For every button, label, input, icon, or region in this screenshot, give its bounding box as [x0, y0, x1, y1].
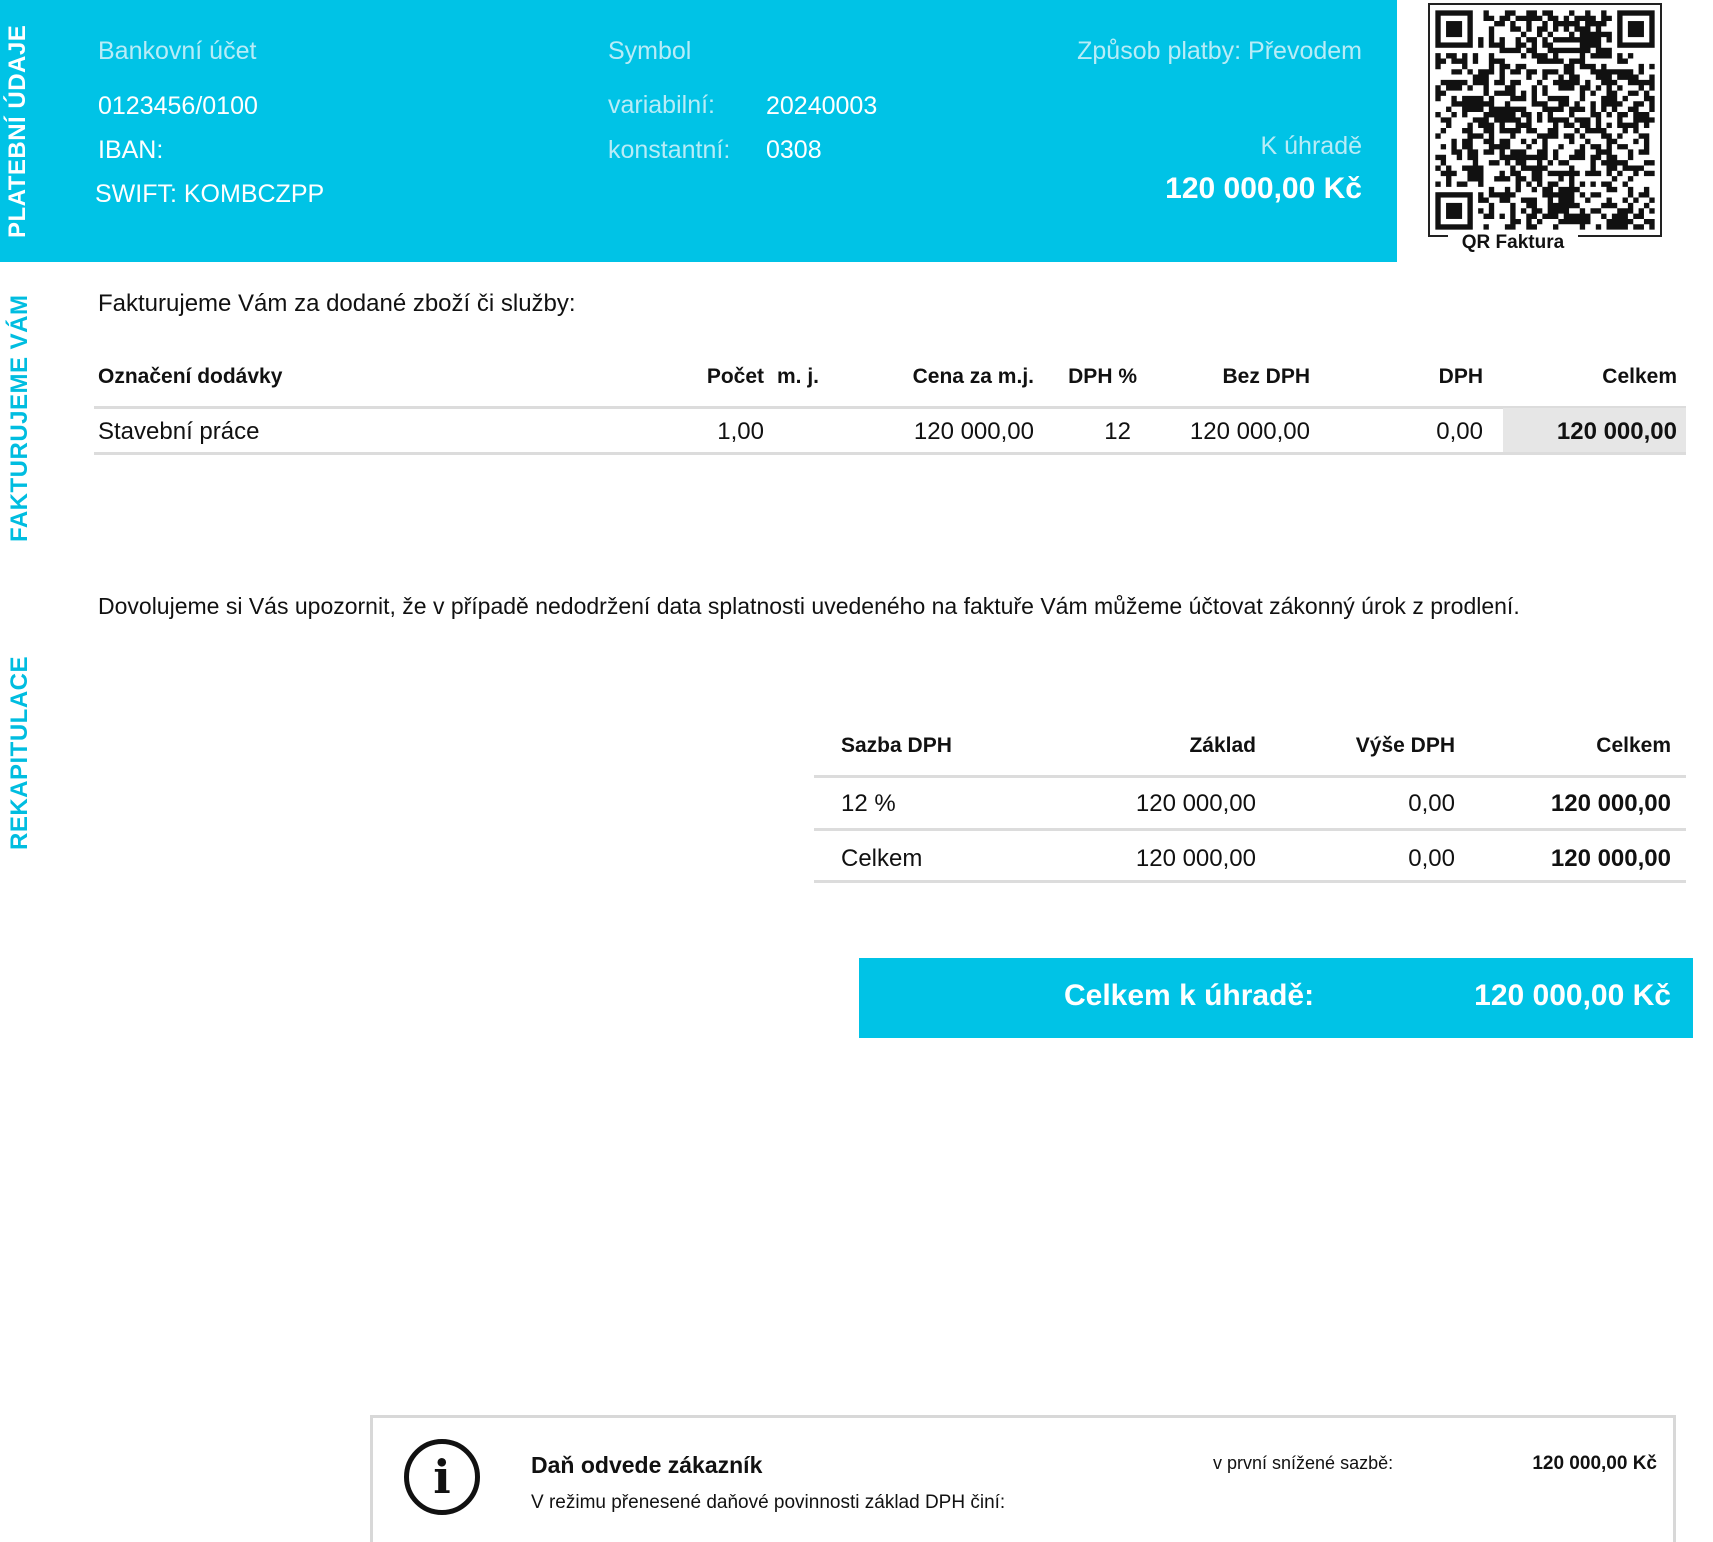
summary-col-rate: Sazba DPH — [841, 734, 952, 757]
summary-section-label: REKAPITULACE — [6, 655, 33, 850]
table-row-divider — [94, 452, 1686, 455]
item-name: Stavební práce — [98, 418, 260, 445]
summary-total: 120 000,00 — [1550, 790, 1671, 817]
qr-code-icon — [1430, 5, 1660, 235]
summary-rate: 12 % — [841, 790, 896, 817]
reverse-charge-text: V režimu přenesené daňové povinnosti základ DPH činí: — [531, 1492, 1006, 1513]
col-item: Označení dodávky — [98, 365, 283, 388]
symbol-label: Symbol — [608, 37, 692, 65]
summary-col-base: Základ — [1189, 734, 1256, 757]
summary-rate: Celkem — [841, 845, 923, 872]
col-vat: DPH — [1438, 365, 1483, 388]
info-icon: i — [404, 1439, 480, 1515]
col-unit-price: Cena za m.j. — [912, 365, 1034, 388]
variable-symbol-label: variabilní: — [608, 91, 715, 119]
item-net: 120 000,00 — [1189, 418, 1310, 445]
item-unit-price: 120 000,00 — [913, 418, 1034, 445]
swift-code: SWIFT: KOMBCZPP — [95, 180, 325, 208]
variable-symbol-value: 20240003 — [766, 92, 878, 120]
col-qty: Počet — [706, 365, 764, 388]
col-vat-pct: DPH % — [1068, 365, 1137, 388]
constant-symbol-value: 0308 — [766, 136, 822, 164]
invoice-section-label: FAKTURUJEME VÁM — [6, 294, 33, 542]
reverse-charge-notice — [370, 1415, 1676, 1542]
summary-vat: 0,00 — [1408, 845, 1455, 872]
summary-base: 120 000,00 — [1135, 845, 1256, 872]
payment-info-band — [0, 0, 1397, 262]
total-due-value: 120 000,00 Kč — [1474, 979, 1671, 1012]
payment-section-label: PLATEBNÍ ÚDAJE — [4, 24, 31, 238]
reverse-charge-title: Daň odvede zákazník — [531, 1452, 763, 1478]
amount-due-label: K úhradě — [1260, 132, 1362, 160]
col-total: Celkem — [1602, 365, 1677, 388]
summary-header-divider — [814, 775, 1686, 778]
payment-method: Způsob platby: Převodem — [1077, 37, 1362, 65]
summary-col-vat: Výše DPH — [1355, 734, 1455, 757]
total-due-label: Celkem k úhradě: — [1064, 979, 1315, 1012]
item-vat: 0,00 — [1436, 418, 1483, 445]
summary-col-total: Celkem — [1596, 734, 1671, 757]
col-unit: m. j. — [777, 365, 820, 388]
col-net: Bez DPH — [1222, 365, 1310, 388]
late-payment-notice: Dovolujeme si Vás upozornit, že v případě nedodržení data splatnosti uvedeného na faktuře Vám můžeme účtovat zákonný úrok z prodlení. — [98, 593, 1520, 619]
table-header-divider — [94, 406, 1686, 409]
item-qty: 1,00 — [717, 418, 764, 445]
invoice-intro: Fakturujeme Vám za dodané zboží či služby: — [98, 290, 576, 317]
reverse-charge-rate-value: 120 000,00 Kč — [1532, 1453, 1657, 1474]
bank-account-label: Bankovní účet — [98, 37, 257, 65]
constant-symbol-label: konstantní: — [608, 136, 731, 164]
summary-row-divider — [814, 828, 1686, 831]
total-due-bar — [859, 958, 1693, 1038]
qr-code — [1428, 3, 1662, 237]
amount-due-value: 120 000,00 Kč — [1165, 172, 1362, 205]
summary-total: 120 000,00 — [1550, 845, 1671, 872]
summary-row-divider — [814, 880, 1686, 883]
summary-base: 120 000,00 — [1135, 790, 1256, 817]
item-vat-pct: 12 — [1104, 418, 1131, 445]
item-total: 120 000,00 — [1556, 418, 1677, 445]
bank-account-number: 0123456/0100 — [98, 92, 258, 120]
iban-label: IBAN: — [98, 136, 164, 164]
qr-caption: QR Faktura — [1448, 232, 1578, 254]
reverse-charge-rate-label: v první snížené sazbě: — [1213, 1453, 1394, 1473]
summary-vat: 0,00 — [1408, 790, 1455, 817]
